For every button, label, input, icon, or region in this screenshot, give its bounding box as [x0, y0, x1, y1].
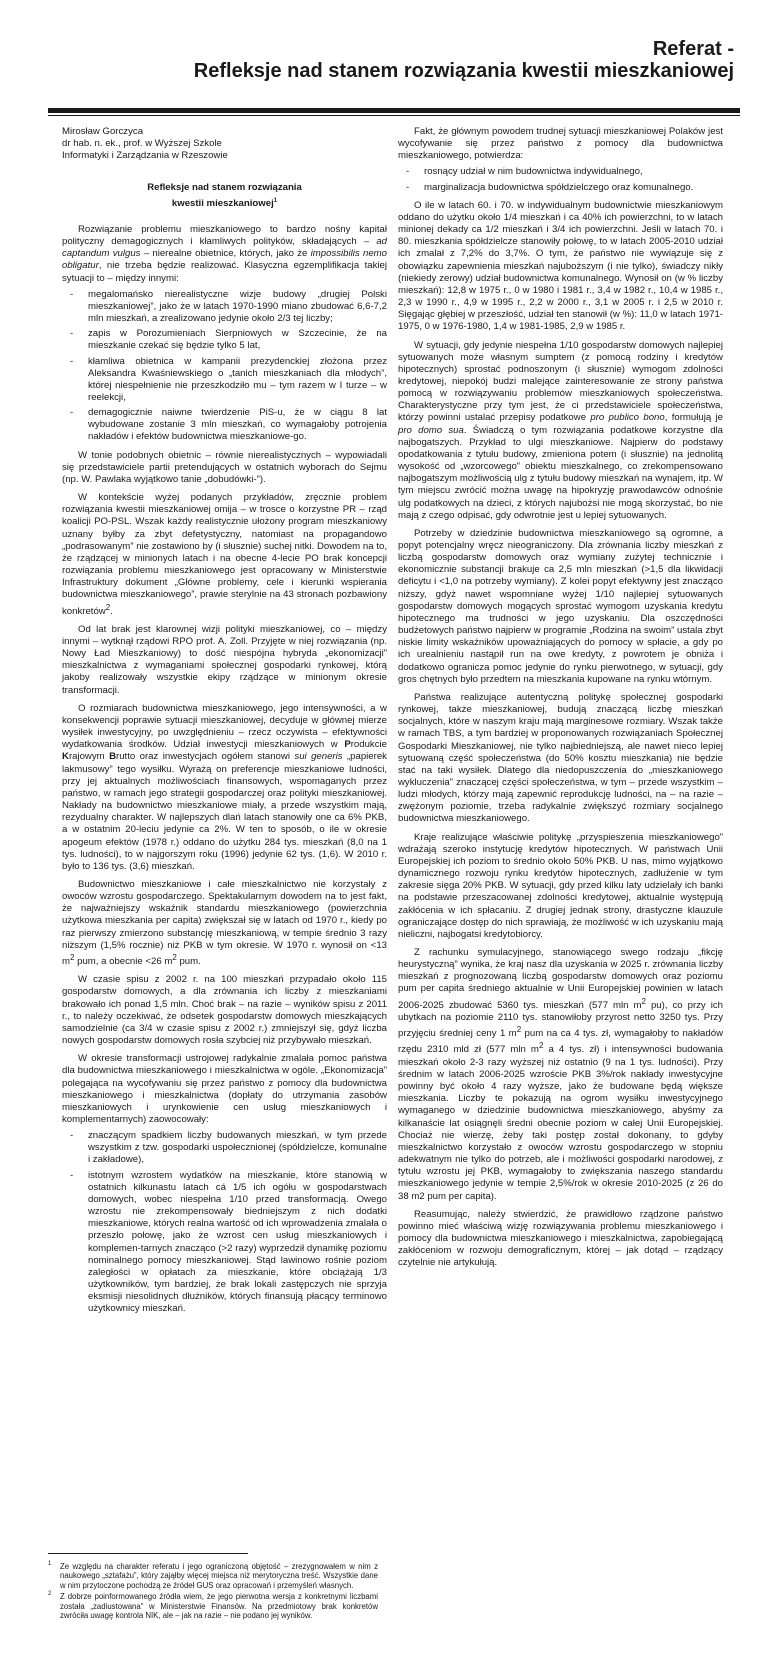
list-item: - istotnym wzrostem wydatków na mieszkanie, które stanowią w ostatnich kilkunastu latach cá 1/5 ich ogółu w gospodarstwach domowych, wobec niespełna 1/10 przed transformacją. Owego wzrostu nie zrekompensowały biedniejszym z nich dodatki mieszkaniowe, których realna wartość od ich wprowadzenia zmalała o przeszło połowę, jako że wzrost cen usług mieszkaniowych i komplemen-tarnych znacząco (>2 razy) wyprzedził dynamikę poziomu nominalnego pomocy mieszkaniowej. Stąd lawinowo rośnie poziom zaległości w opłatach za mieszkanie, które obciążają 1/3 użytkowników, tym bardziej, że brak lokali zastępczych nie sprzyja eksmisji niesolidnych dłużników, których finansują płacący terminowo użytkownicy mieszkań. [88, 1170, 387, 1316]
paragraph: W okresie transformacji ustrojowej radykalnie zmalała pomoc państwa dla budownictwa mieszkaniowego i mieszkalnictwa w ogóle. „Ekonomizacja” polegająca na wycofywaniu się przez państwo z pomocy dla budownictwa mieszkaniowego i mieszkalnictwa (dopłaty do utrzymania zasobów mieszkaniowych i urynkowienie cen usług mieszkaniowych i komplementarnych) zaowocowały: [62, 1053, 387, 1125]
list-item: - kłamliwa obietnica w kampanii prezydenckiej złożona przez Aleksandra Kwaśniewskiego o „tanich mieszkaniach dla młodych”, której niespełnienie nie przeszkodziło mu – tym razem w I turze – w reelekcji, [88, 356, 387, 405]
right-column [398, 126, 723, 1269]
list-evidence [398, 166, 723, 193]
footnote [48, 1562, 378, 1590]
footnote-ref: 2 [105, 602, 111, 612]
left-column [62, 126, 387, 1321]
list-item: - marginalizacja budownictwa spółdzielczego oraz komunalnego. [424, 182, 723, 194]
footnote-number: 2 [48, 1591, 52, 1598]
paragraph: Reasumując, należy stwierdzić, że prawidłowo rządzone państwo powinno mieć właściwą wizję rozwiązywania problemu mieszkaniowego i pomocy dla budownictwa mieszkaniowego i mieszkalnictwa, zapobiegającą zakłóceniom w rozwoju demograficznym, której – jak dotąd – rządzący czytelnie nie artykułują. [398, 1208, 723, 1269]
footnote-ref: 1 [273, 197, 278, 204]
article-title [62, 182, 387, 210]
page-title: Referat - [652, 38, 734, 60]
paragraph: O rozmiarach budownictwa mieszkaniowego, jego intensywności, a w konsekwencji poprawie sytuacji mieszkaniowej, decyduje w głównej mierze wysiłek inwestycyjny, po uwzględnieniu – rzecz oczywista – efektywności wydatkowania środków. Udział inwestycji mieszkaniowych w Produkcie Krajowym Brutto oraz inwestycjach ogółem stanowi sui generis „papierek lakmusowy” tego wysiłku. Wyrażą on preferencje mieszkaniowe ludności, przy jej aktualnych możliwościach finansowych, wspomaganych przez państwo, w ramach jego strategii gospodarczej oraz polityki mieszkaniowej. Nakłady na budownictwo mieszkaniowe miały, a przede wszystkim mają, rezydualny charakter. W najlepszych dlań latach stanowiły one ca 6% PKB, a w ostatnim 20-leciu jedynie ca 2%. W ten to sposób, o ile w okresie apogeum efektów (1978 r.) oddano do użytku 284 tys. mieszkań (8,0 na 1 tys. ludności), to w najgorszym roku (1996) jedynie 62 tys. (1,6). W 2010 r. było to 136 tys. (3,6) mieszkań. [62, 702, 387, 872]
list-item: - znaczącym spadkiem liczby budowanych mieszkań, w tym przede wszystkim z tzw. gospodarki uspołecznionej (spółdzielcze, komunalne i zakładowe), [88, 1130, 387, 1166]
author-position: dr hab. n. ek., prof. w Wyższej Szkole [62, 138, 222, 150]
paragraph: Rozwiązanie problemu mieszkaniowego to bardzo nośny kapitał polityczny demagogicznych i kłamliwych polityków, składających – ad captandum vulgus – nierealne obietnice, których, jako że impossibilis nemo obligatur, nie trzeba będzie realizować. Klasyczna egzemplifikacja takiej sytuacji to – między innymi: [62, 223, 387, 284]
footnote-number: 1 [48, 1561, 52, 1567]
list-item: - zapis w Porozumieniach Sierpniowych w Szczecinie, że na mieszkanie czekać się będzie tylko 5 lat, [88, 328, 387, 352]
article-title-line2: kwestii mieszkaniowej [171, 197, 274, 209]
header-divider-thin [48, 115, 740, 116]
list-promises [62, 289, 387, 444]
paragraph: W kontekście wyżej podanych przykładów, zręcznie problem rozwiązania kwestii mieszkaniowej omija – w trosce o korzystne PR – rząd koalicji PO-PSL. Wszak każdy realistycznie ułożony program mieszkaniowy uznany byłby za zbyt defetystyczny, natomiast na propagandowo „podrasowanym” nie zostawiono by (i słusznie) suchej nitki. Dowodem na to, że rządzącej w minionych latach i na obecne 4-lecie PO brak koncepcji rozwiązania problemu mieszkaniowego jest opracowany w Ministerstwie Infrastruktury dokument „Główne problemy, cele i kierunki wspierania budownictwa mieszkaniowego”, prawie sterylnie na 43 stronach pozbawiony konkretów$^2$. [62, 492, 387, 617]
list-effects [62, 1130, 387, 1315]
page-subtitle: Refleksje nad stanem rozwiązania kwestii mieszkaniowej [193, 60, 734, 82]
list-item: - megalomańsko nierealistyczne wizje budowy „drugiej Polski mieszkaniowej”, jako że w latach 1970-1990 miano zbudować 6,6-7,2 mln mieszkań, a zrealizowano jedynie około 2/3 tej liczby; [88, 289, 387, 325]
paragraph: Fakt, że głównym powodem trudnej sytuacji mieszkaniowej Polaków jest wycofywanie się przez państwo z pomocy dla budownictwa mieszkaniowego, potwierdza: [398, 126, 723, 162]
article-title-line1: Refleksje nad stanem rozwiązania [147, 182, 302, 194]
author-name: Mirosław Gorczyca [62, 126, 144, 137]
footnote-text: Ze względu na charakter referatu i jego ograniczoną objętość – zrezygnowałem w nim z naukowego „sztafażu”, który zająłby więcej miejsca niż merytoryczna treść. Wszystkie dane w nim przytoczone pochodzą ze źródeł GUS oraz opracowań i przemyśleń własnych. [60, 1562, 378, 1590]
author-block [62, 126, 387, 162]
paragraph: W czasie spisu z 2002 r. na 100 mieszkań przypadało około 115 gospodarstw domowych, a dla zrównania ich liczby z mieszkaniami brakowało ich ponad 1,5 mln. Choć brak – na razie – wyników spisu z 2011 r., to należy oczekiwać, że odsetek gospodarstw domowych mieszkających samodzielnie (ca 3/4 w czasie spisu z 2002 r.) zmniejszył się, gdyż liczba nowych gospodarstw domowych rosła szybciej niż przybywało mieszkań. [62, 974, 387, 1047]
footnote-divider [48, 1553, 248, 1554]
paragraph: Państwa realizujące autentyczną politykę społecznej gospodarki rynkowej, także mieszkaniowej, budują znaczącą liczbę mieszkań socjalnych, które w naszym kraju mają marginesowe rozmiary. Wszak także w ramach TBS, a tym bardziej w proponowanych rozwiązaniach Społecznej Gospodarki Mieszkaniowej, nie tylko najbiedniejszą, ale nawet nieco lepiej sytuowaną część społeczeństwa (do 50% kosztu mieszkania) nie będzie stać na taki wysiłek. Dlatego dla niedopuszczenia do „mieszkaniowego wykluczenia” znaczącej części społeczeństwa, w tym – przede wszystkim – ludzi młodych, którzy mają zapewnić reprodukcję ludności, na – na razie – zwężonym poziomie, trzeba radykalnie zwiększyć rozmiary socjalnego budownictwa mieszkaniowego. [398, 691, 723, 825]
paragraph: W sytuacji, gdy jedynie niespełna 1/10 gospodarstw domowych najlepiej sytuowanych może własnym sumptem (z pomocą rodziny i kredytów hipotecznych) sprostać podnoszonym (i słusznie) wymogom zdolności kredytowej, niepokój budzi malejące zainteresowanie ze strony państwa pomocą w rozwiązywaniu problemów mieszkaniowych społeczeństwa. Charakterystyczne przy tym jest, że ci przedstawiciele społeczeństwa, którzy powinni ustalać przepisy podatkowe pro publico bono, formułują je pro domo sua. Świadczą o tym rozwiązania podatkowe korzystne dla najbogatszych. Przykład to ulgi mieszkaniowe. Najpierw do podstawy opodatkowania z tytułu budowy, zmieniona potem (i słusznie) na jednolitą wysokość od „wzorcowego” obiektu mieszkalnego, co zrekompensowano najbogatszym możliwością ulg z tytułu budowy mieszkań na wynajem, itp. W tym miejscu zwrócić można uwagę na hipokryzję prawodawców odnośnie ulg podatkowych na dzieci, z których najubożsi nie mogą skorzystać, bo nie mają z czego odpisać, gdy odwrotnie jest u lepiej sytuowanych. [398, 339, 723, 521]
footnote-text: Z dobrze poinformowanego źródła wiem, że jego pierwotna wersja z konkretnymi liczbami została „zadiustowana” w Ministerstwie Finansów. Na przedmiotowy brak konkretów zwróciła uwagę kontrola NIK, ale – jak na razie – nie podano jej wyników. [60, 1592, 378, 1621]
footnote [48, 1592, 378, 1620]
paragraph: Kraje realizujące właściwie politykę „przyspieszenia mieszkaniowego” wdrażają szeroko instytucję kredytów hipotecznych. W państwach Unii Europejskiej ich poziom to średnio około 50% PKB. U nas, mimo wyjątkowo dynamicznego rozwoju rynku kredytów hipotecznych, zadłużenie w tym zakresie sięga 20% PKB. W sytuacji, gdy przed kilku laty udzielały ich banki na podstawie przeszacowanej zdolności kredytowej, aktualnie występują zakłócenia w ich spłacaniu. Z drugiej jednak strony, drastyczne klauzule ograniczające dostęp do nich sprawiają, że możliwość w ich uzyskaniu mają nieliczni, najbogatsi kredytobiorcy. [398, 831, 723, 940]
paragraph: Potrzeby w dziedzinie budownictwa mieszkaniowego są ogromne, a popyt potencjalny wręcz nieograniczony. Dla zrównania liczby mieszkań z liczbą gospodarstw domowych oraz wymiany zużytej technicznie i ekonomicznie substancji brakuje ca 2,5 mln mieszkań (>1,5 dla likwidacji deficytu i <1,0 na potrzeby wymiany). Z kolei popyt efektywny jest znacząco niższy, gdyż nawet wspomniane wyżej 1/10 najlepiej sytuowanych gospodarstw domowych mogących sprostać wymogom uzyskania kredytu hipotecznego ma trudności w jego uzyskaniu. Dla oszczędności budżetowych państwo najpierw w programie „Rodzina na swoim” ustala zbyt niskie limity wskaźników upoważniających do pomocy w spłacie, a gdy po ich urealnieniu nastąpił run na owe kredyty, z powrotem je obniża i dodatkowo ogranicza pomoc jedynie do rynku pierwotnego, w sytuacji, gdy gros chętnych było przedtem na mieszkania kupowane na rynku wtórnym. [398, 527, 723, 685]
paragraph: O ile w latach 60. i 70. w indywidualnym budownictwie mieszkaniowym oddano do użytku około 1/4 mieszkań i ca 40% ich powierzchni, to w latach minionej dekady ca 1/2 mieszkań i 3/4 ich powierzchni. Jeśli w latach 70. i 80. mieszkania spółdzielcze stanowiły połowę, to w latach 2005-2010 udział ich zmalał z 7,2% do 3,7%. O tym, że państwo nie wywiązuje się z obowiązku zapewnienia mieszkań najuboższym (i nie tylko), świadczy nikły (niekiedy zerowy) udział budownictwa komunalnego. Wynosił on (w % liczby mieszkań): 12,8 w 1975 r., 0 w 1980 i 1981 r., 3,4 w 1982 r., 10,4 w 1985 r., 2,3 w 1990 r., 4,9 w 1995 r., 2,2 w 2000 r., 3,1 w 2005 r. i 2,5 w 2010 r. Sięgając głębiej w przeszłość, udział ten stanowił (w %): 11,0 w latach 1971-1975, 0 w 1976-1980, 1,4 w 1981-1985, 2,9 w 1985 r. [398, 199, 723, 333]
paragraph: W tonie podobnych obietnic – równie nierealistycznych – wypowiadali się przedstawiciele partii pretendujących w ostatnich wyborach do Sejmu (np. W. Pawlaka wyjątkowo tanie „dobudówki-”). [62, 449, 387, 485]
author-institution: Informatyki i Zarządzania w Rzeszowie [62, 150, 228, 162]
list-item: - rosnący udział w nim budownictwa indywidualnego, [424, 166, 723, 178]
paragraph: Budownictwo mieszkaniowe i całe mieszkalnictwo nie korzystały z owoców wzrostu gospodarczego. Spektakularnym dowodem na to jest fakt, że najważniejszy wskaźnik standardu mieszkaniowego (powierzchnia użytkowa mieszkania per capita) zwiększał się w latach od 1970 r., kiedy po raz pierwszy zmierzono substancję mieszkaniową, w tempie średnio 3 razy niższym (1,5% rocznie) niż PKB w tym okresie. W 1970 r. wynosił on <13 $m^2$ pum, a obecnie <26 $m^2$ pum. [62, 878, 387, 968]
list-item: - demagogicznie naiwne twierdzenie PiS-u, że w ciągu 8 lat wybudowane zostanie 3 mln mieszkań, co wymagałoby potrojenia nakładów i efektów budownictwa mieszkaniowe-go. [88, 407, 387, 443]
paragraph: Od lat brak jest klarownej wizji polityki mieszkaniowej, co – między innymi – wytknął rządowi RPO prof. A. Zoll. Przyjęte w niej rozwiązania (np. Nowy Ład Mieszkaniowy) to dość niespójna hybryda „ekonomizacji” mieszkalnictwa z wymaganiami społecznej gospodarki rynkowej, którą jakoby realizowały wszystkie ekipy rządzące w minionym okresie transformacji. [62, 623, 387, 696]
footnotes [48, 1553, 378, 1622]
paragraph: Z rachunku symulacyjnego, stanowiącego swego rodzaju „fikcję heurystyczną” wynika, że kraj nasz dla uzyskania w 2025 r. zrównania liczby mieszkań z prognozowaną liczbą gospodarstw domowych oraz poziomu pum per capita średniego aktualnie w Unii Europejskiej powinien w latach 2006-2025 zbudować 5360 tys. mieszkań (577 mln $m^2$ pu), co przy ich ubytkach na poziomie 2110 tys. stanowiłoby przyrost netto 3250 tys. Przy przyjęciu średniej ceny 1 $m^2$ pum na ca 4 tys. zł, wymagałoby to nakładów rzędu 2310 mld zł (577 mln $m^2$ a 4 tys. zł) i intensywności budowania mieszkań około 2-3 razy wyższej niż ostatnio (9 na 1 tys. ludności). Przy średnim w latach 2006-2025 wzroście PKB 3%/rok nakłady inwestycyjne powinny być około 4 razy wyższe, jako że budowane będą większe mieszkania. Liczby te pokazują na ogrom wysiłku inwestycyjnego wymaganego w dziedzinie budownictwa mieszkaniowego, abyśmy za kilkanaście lat osiągnęli średni obecnie poziom w całej Unii Europejskiej. Chociaż nie wierzę, żeby taki postęp został dokonany, to gdyby mieszkalnictwo korzystało z owoców wzrostu gospodarczego w stopniu adekwatnym nie tylko do potrzeb, ale i możliwości gospodarki narodowej, z tytułu wzrostu jej PKB, wymagałoby to zwiększania naszego standardu mieszkaniowego jedynie w tempie 2,5%/rok w okresie 2010-2025 (z 26 do 38 m2 pum per capita). [398, 947, 724, 1202]
header-divider-thick [48, 108, 740, 113]
